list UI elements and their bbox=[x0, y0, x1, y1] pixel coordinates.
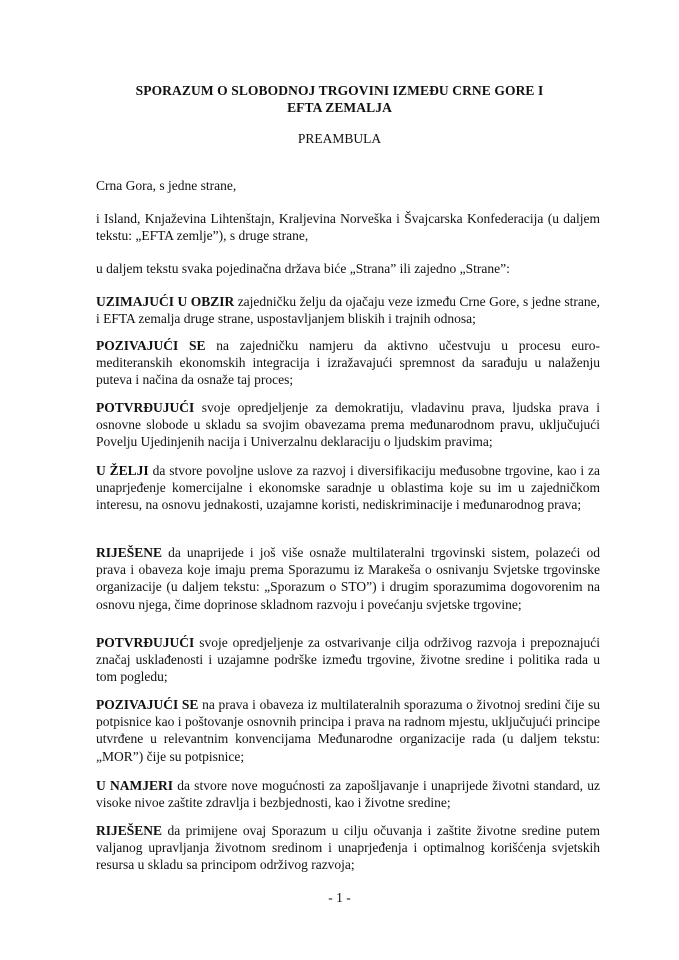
paragraph-lead: U ŽELJI bbox=[96, 463, 149, 478]
paragraph-7 bbox=[96, 462, 600, 514]
paragraph-text: Crna Gora, s jedne strane, bbox=[96, 178, 237, 193]
paragraph-text: i Island, Knjaževina Lihtenštajn, Kraljevina Norveška i Švajcarska Konfederacija (u daljem tekstu: „EFTA zemlje”), s druge strane, bbox=[96, 211, 600, 244]
paragraph-text: da stvore nove mogućnosti za zapošljavanje i unaprijede životni standard, uz visoke nivoe zaštite zdravlja i bezbjednosti, kao i životne sredine; bbox=[96, 778, 600, 811]
paragraph-text: u daljem tekstu svaka pojedinačna država biće „Strana” ili zajedno „Strane”: bbox=[96, 261, 510, 276]
paragraph-lead: RIJEŠENE bbox=[96, 545, 163, 560]
paragraph-1 bbox=[96, 177, 600, 194]
paragraph-12 bbox=[96, 822, 600, 874]
paragraph-5 bbox=[96, 337, 600, 389]
paragraph-text: svoje opredjeljenje za ostvarivanje cilja održivog razvoja i prepoznajući značaj usklađenosti i uzajamne podrške između trgovine, životne sredine i politika rada u tom pogledu; bbox=[96, 635, 600, 685]
paragraph-8 bbox=[96, 544, 600, 613]
paragraph-11 bbox=[96, 777, 600, 811]
paragraph-9 bbox=[96, 634, 600, 686]
paragraph-2 bbox=[96, 210, 600, 244]
paragraph-text: da unaprijede i još više osnaže multilateralni trgovinski sistem, polazeći od prava i obaveza koje imaju prema Sporazumu iz Marakeša o osnivanju Svjetske trgovinske organizacije (u daljem tekstu: „Sporazum o STO”) i drugim sporazumima dogovorenim na osnovu njega, čime doprinose skladnom razvoju i povećanju svjetske trgovine; bbox=[96, 545, 600, 612]
document-title-line1: SPORAZUM O SLOBODNOJ TRGOVINI IZMEĐU CRNE GORE I bbox=[135, 83, 544, 98]
paragraph-lead: POTVRĐUJUĆI bbox=[96, 635, 195, 650]
paragraph-lead: POZIVAJUĆI SE bbox=[96, 697, 199, 712]
paragraph-4 bbox=[96, 293, 600, 327]
page-number: - 1 - bbox=[328, 890, 351, 905]
paragraph-text: da stvore povoljne uslove za razvoj i diversifikaciju međusobne trgovine, kao i za unaprjeđenje komercijalne i ekonomske saradnje u oblastima koje su im u zajedničkom interesu, na osnovu jednakosti, uzajamne koristi, nediskriminacije i međunarodnog prava; bbox=[96, 463, 600, 513]
paragraph-text: na zajedničku namjeru da aktivno učestvuju u procesu euro-mediteranskih ekonomskih integracija i izražavajući spremnost da sarađuju u nalaženju puteva i načina da osnaže taj proces; bbox=[96, 338, 600, 388]
paragraph-text: svoje opredjeljenje za demokratiju, vladavinu prava, ljudska prava i osnovne slobode u skladu sa svojim obavezama prema međunarodnom pravu, uključujući Povelju Ujedinjenih nacija i Univerzalnu deklaraciju o ljudskim pravima; bbox=[96, 400, 600, 450]
paragraph-lead: U NAMJERI bbox=[96, 778, 173, 793]
paragraph-3 bbox=[96, 260, 600, 277]
paragraph-6 bbox=[96, 399, 600, 451]
document-title-line2: EFTA ZEMALJA bbox=[287, 100, 392, 115]
section-heading: PREAMBULA bbox=[297, 131, 382, 146]
paragraph-text: da primijene ovaj Sporazum u cilju očuvanja i zaštite životne sredine putem valjanog upravljanja životnom sredinom i unaprjeđenja i optimalnog korišćenja svjetskih resursa u skladu sa principom održivog razvoja; bbox=[96, 823, 600, 873]
paragraph-text: na prava i obaveza iz multilateralnih sporazuma o životnoj sredini čije su potpisnice kao i poštovanje osnovnih principa i prava na radnom mjestu, uključujući principe utvrđene u relevantnim konvencijama Međunarodne organizacije rada (u daljem tekstu: „MOR”) čije su potpisnice; bbox=[96, 697, 600, 764]
paragraph-lead: POZIVAJUĆI SE bbox=[96, 338, 206, 353]
paragraph-lead: POTVRĐUJUĆI bbox=[96, 400, 195, 415]
paragraph-10 bbox=[96, 696, 600, 765]
paragraph-text: zajedničku želju da ojačaju veze između Crne Gore, s jedne strane, i EFTA zemalja druge strane, uspostavljanjem bliskih i trajnih odnosa; bbox=[96, 294, 601, 327]
paragraph-lead: UZIMAJUĆI U OBZIR bbox=[96, 294, 235, 309]
paragraph-lead: RIJEŠENE bbox=[96, 823, 163, 838]
